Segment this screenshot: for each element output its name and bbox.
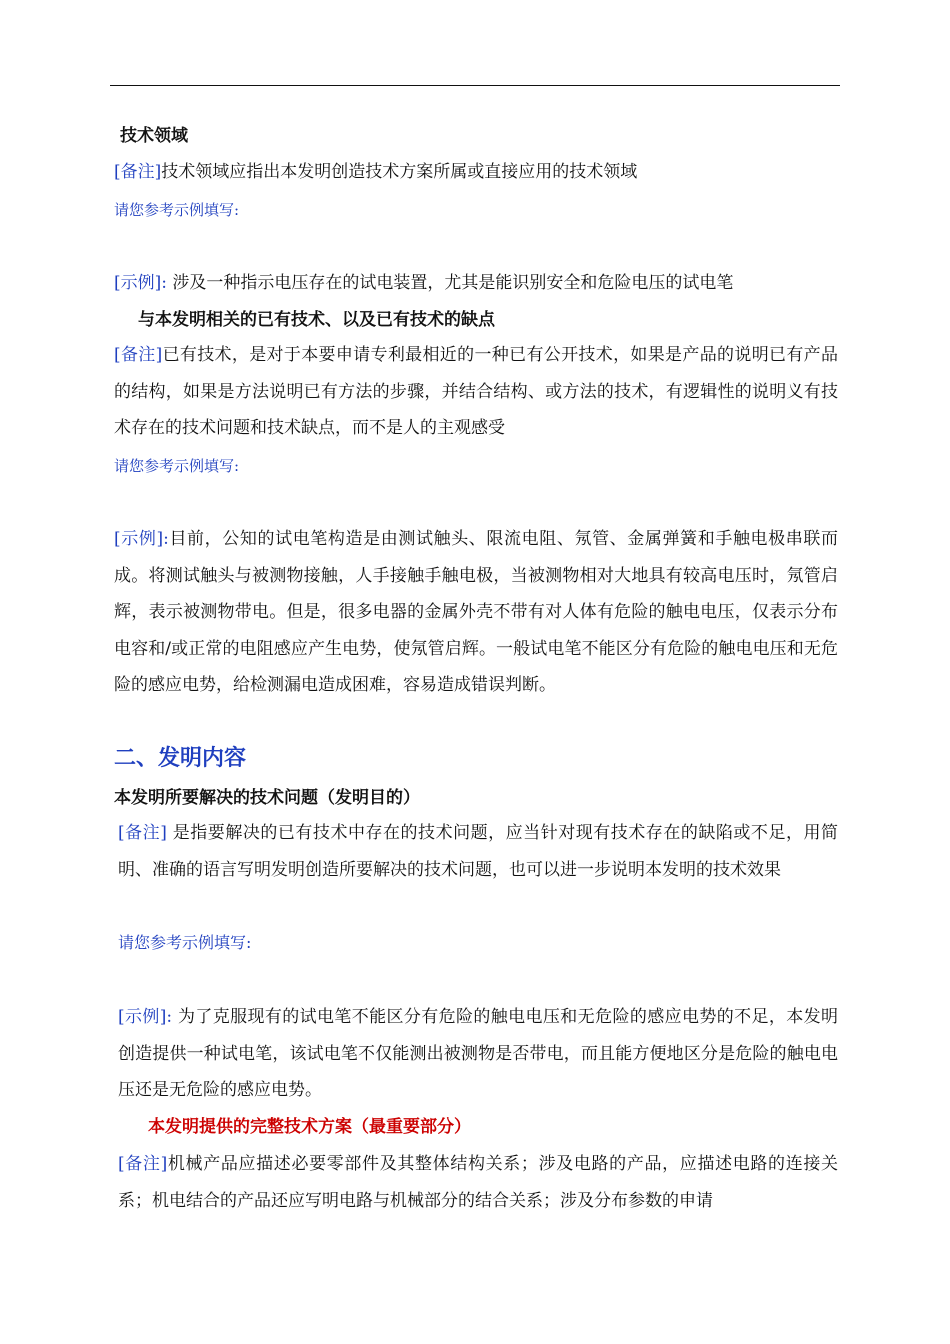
problem-example: [118, 999, 838, 1109]
prior-art-heading: 与本发明相关的已有技术、以及已有技术的缺点: [138, 310, 495, 330]
problem-remark: [118, 815, 838, 888]
solution-heading: 本发明提供的完整技术方案（最重要部分）: [148, 1117, 471, 1137]
section-title: 二、发明内容: [114, 746, 247, 771]
example-tag: [示例]:: [114, 273, 167, 293]
tech-field-heading: 技术领域: [120, 126, 188, 146]
problem-remark-text: 是指要解决的已有技术中存在的技术问题，应当针对现有技术存在的缺陷或不足，用简明、准确的语言写明发明创造所要解决的技术问题，也可以进一步说明本发明的技术效果: [118, 823, 839, 880]
remark-tag: [备注]: [114, 162, 162, 182]
remark-tag: [备注]: [114, 345, 163, 365]
tech-field-remark: [114, 154, 838, 191]
solution-remark-text: 机械产品应描述必要零部件及其整体结构关系；涉及电路的产品，应描述电路的连接关系；机电结合的产品还应写明电路与机械部分的结合关系；涉及分布参数的申请: [118, 1154, 839, 1211]
remark-tag: [备注]: [118, 823, 167, 843]
remark-tag: [备注]: [118, 1154, 168, 1174]
tech-field-prompt: 请您参考示例填写:: [114, 201, 240, 219]
tech-field-remark-text: 技术领域应指出本发明创造技术方案所属或直接应用的技术领域: [161, 162, 638, 182]
tech-field-example-text: 涉及一种指示电压存在的试电装置，尤其是能识别安全和危险电压的试电笔: [172, 273, 734, 293]
prior-art-remark-text: 已有技术，是对于本要申请专利最相近的一种已有公开技术，如果是产品的说明已有产品的结构，如果是方法说明已有方法的步骤，并结合结构、或方法的技术，有逻辑性的说明义有技术存在的技术问题和技术缺点，而不是人的主观感受: [114, 345, 839, 438]
prior-art-example-text: 目前，公知的试电笔构造是由测试触头、限流电阻、氖管、金属弹簧和手触电极串联而成。将测试触头与被测物接触，人手接触手触电极，当被测物相对大地具有较高电压时，氖管启辉，表示被测物带电。但是，很多电器的金属外壳不带有对人体有危险的触电电压，仅表示分布电容和/或正常的电阻感应产生电势，使氖管启辉。一般试电笔不能区分有危险的触电电压和无危险的感应电势，给检测漏电造成困难，容易造成错误判断。: [114, 529, 838, 695]
problem-prompt: 请您参考示例填写:: [118, 933, 252, 952]
problem-example-text: 为了克服现有的试电笔不能区分有危险的触电电压和无危险的感应电势的不足，本发明创造提供一种试电笔，该试电笔不仅能测出被测物是否带电，而且能方便地区分是危险的触电电压还是无危险的感应电势。: [118, 1007, 839, 1100]
prior-art-remark: [114, 337, 838, 447]
prior-art-example: [114, 521, 838, 704]
problem-heading: 本发明所要解决的技术问题（发明目的）: [114, 788, 420, 808]
example-tag: [示例]:: [118, 1007, 173, 1027]
tech-field-example: [114, 265, 838, 302]
solution-remark: [118, 1146, 838, 1219]
header-rule: [110, 85, 840, 86]
prior-art-prompt: 请您参考示例填写:: [114, 457, 240, 475]
example-tag: [示例]:: [114, 529, 169, 549]
